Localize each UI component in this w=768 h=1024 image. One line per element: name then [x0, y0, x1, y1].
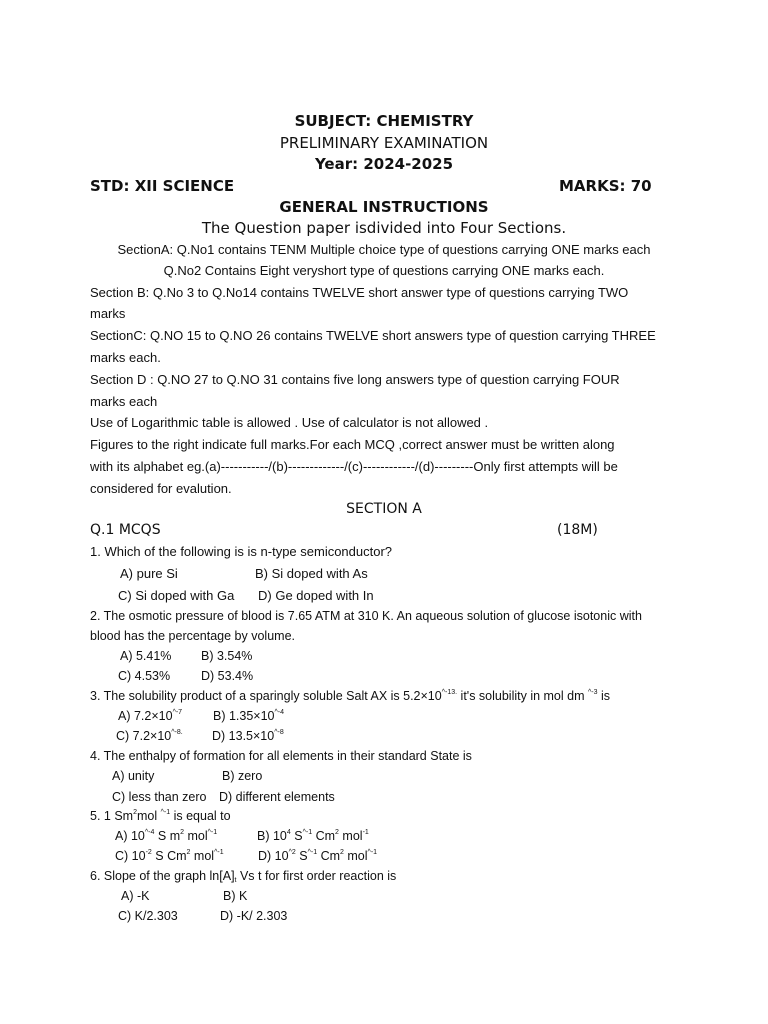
option-c: C) 4.53%	[118, 669, 171, 683]
option-a: A) pure Si	[120, 566, 178, 581]
option-a: A) unity	[112, 769, 155, 783]
instruction-line: marks each.	[90, 350, 161, 365]
instruction-line: Figures to the right indicate full marks.For each MCQ ,correct answer must be written along	[90, 437, 615, 452]
instruction-line: Use of Logarithmic table is allowed . Use of calculator is not allowed .	[90, 415, 489, 430]
option-a: A) -K	[121, 889, 150, 903]
option-b: B) 3.54%	[201, 649, 253, 663]
option-d: D) 53.4%	[201, 669, 254, 683]
option-c: C) $7.2\times 10^{\^{}-8.}$	[116, 729, 183, 743]
question-text: 3. The solubility product of a sparingly soluble Salt AX is $5.2\times 10^{\^{}-13.}$ it's solubility in mol dm $^{\^{}-3}$ is	[90, 689, 610, 703]
question-label: Q.1 MCQS	[90, 522, 161, 538]
std-label: STD: XII SCIENCE	[90, 177, 235, 195]
instruction-line: Section B: Q.No 3 to Q.No14 contains TWELVE short answer type of questions carrying TWO	[90, 285, 629, 300]
instruction-line: Section D : Q.NO 27 to Q.NO 31 contains five long answers type of question carrying FOUR	[90, 372, 620, 387]
option-c: C) $10^{-2}$ S Cm$^2$ mol$^{\^{}-1}$	[115, 849, 224, 863]
option-a: A) $10^{\^{}-4}$ S $m^2$ mol$^{\^{}-1}$	[115, 829, 218, 843]
instruction-line: marks	[90, 306, 126, 321]
question-text: 6. Slope of the graph $\ln[A]_t$ Vs t for first order reaction is	[90, 869, 397, 884]
year-line: Year: 2024-2025	[314, 155, 454, 173]
subject-title: SUBJECT: CHEMISTRY	[294, 112, 474, 130]
instruction-line: marks each	[90, 394, 158, 409]
option-d: D) $13.5\times 10^{\^{}-8}$	[212, 729, 284, 743]
option-a: A) $7.2\times 10^{\^{}-7}$	[118, 709, 183, 723]
instruction-line: considered for evalution.	[90, 481, 232, 496]
instruction-line: with its alphabet eg.(a)-----------/(b)-------------/(c)------------/(d)---------Only first attempts will be	[90, 459, 618, 474]
option-d: D) $10^{\^{}2}$ $S^{\^{}-1}$ Cm$^2$ mol$^{\^{}-1}$	[258, 849, 378, 863]
option-c: C) Si doped with Ga	[118, 588, 235, 603]
option-c: C) K/2.303	[118, 909, 178, 923]
option-b: B) $1.35\times 10^{\^{}-4}$	[213, 709, 285, 723]
general-instructions-title: GENERAL INSTRUCTIONS	[279, 198, 489, 216]
instruction-line: Q.No2 Contains Eight veryshort type of questions carrying ONE marks each.	[163, 263, 605, 278]
section-title: SECTION A	[346, 501, 422, 517]
question-text: 5. 1 Sm$^2$mol $^{\^{}-1}$ is equal to	[90, 809, 231, 823]
instruction-line: SectionC: Q.NO 15 to Q.NO 26 contains TWELVE short answers type of question carrying THREE	[90, 328, 656, 343]
question-text: 2. The osmotic pressure of blood is 7.65 ATM at 310 K. An aqueous solution of glucose isotonic with	[90, 609, 642, 623]
question-marks: (18M)	[557, 522, 598, 538]
question-text: blood has the percentage by volume.	[90, 629, 295, 643]
option-c: C) less than zero	[112, 790, 207, 804]
exam-title: PRELIMINARY EXAMINATION	[279, 134, 489, 152]
option-b: B) $10^4$ $S^{\^{}-1}$ Cm$^2$ mol$^{-1}$	[257, 829, 369, 843]
option-d: D) Ge doped with In	[258, 588, 374, 603]
option-a: A) 5.41%	[120, 649, 172, 663]
option-b: B) zero	[222, 769, 263, 783]
option-d: D) different elements	[219, 790, 335, 804]
question-text: 1. Which of the following is is n-type semiconductor?	[90, 544, 393, 559]
option-b: B) K	[223, 889, 248, 903]
option-b: B) Si doped with As	[255, 566, 368, 581]
option-d: D) -K/ 2.303	[220, 909, 288, 923]
instruction-line: SectionA: Q.No1 contains TENM Multiple choice type of questions carrying ONE marks each	[117, 242, 651, 257]
sections-intro: The Question paper isdivided into Four Sections.	[201, 219, 567, 237]
question-text: 4. The enthalpy of formation for all elements in their standard State is	[90, 749, 472, 763]
marks-label: MARKS: 70	[559, 177, 652, 195]
